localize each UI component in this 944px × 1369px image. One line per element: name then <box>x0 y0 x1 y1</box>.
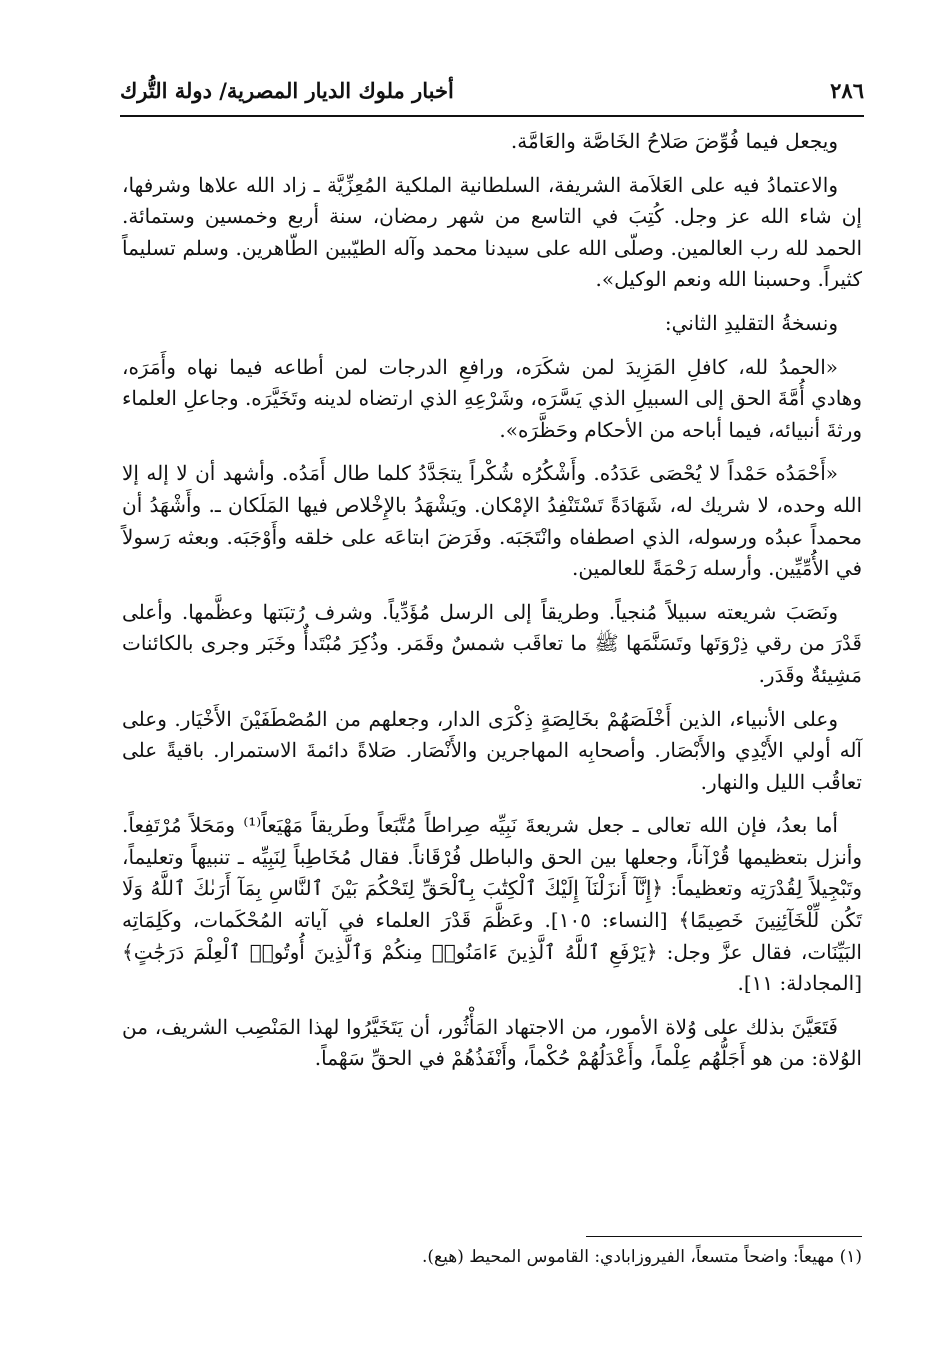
page-number: ٢٨٦ <box>830 77 864 103</box>
page-header <box>120 70 864 110</box>
paragraph: فَتَعَيَّنَ بذلك على وُلاة الأمور، من الاجتهاد المَأْثُور، أن يَتَخَيَّرُوا لهذا المَنْصِب الشريف، من الوُلاة: من هو أَجَلُّهُم عِلْماً، وأَعْدَلُهُمْ حُكْماً، وأَنْفَذُهُمْ في الحقِّ سَهْماً. <box>122 1014 862 1071</box>
page-body <box>122 126 862 1087</box>
paragraph: أما بعدُ، فإن الله تعالى ـ جعل شريعةَ نَبِيِّه صِراطاً مُتَّبَعاً وطَريقاً مَهْيَعاً⁽¹⁾ ومَحَلاً مُرْتَفِعاً. وأنزل بتعظيمها قُرْآناً، وجعلها بين الحق والباطل فُرْقَاناً. فقال مُخَاطِباً لِنَبِيِّه ـ تنبيهاً وتعليماً، وتَبْجِيلاً لِقُدْرَتِه وتعظيماً: ﴿إِنَّآ أَنزَلْنَآ إِلَيْكَ ٱلْكِتَٰبَ بِٱلْحَقِّ لِتَحْكُمَ بَيْنَ ٱلنَّاسِ بِمَآ أَرَىٰكَ ٱللَّهُ وَلَا تَكُن لِّلْخَآئِنِينَ خَصِيمًا﴾ [النساء: ١٠٥]. وعَظَّمَ قَدْرَ العلماء في آياته المُحْكَمات، وكَلِمَاتِه البَيِّنَات، فقال عزَّ وجل: ﴿يَرْفَعِ ٱللَّهُ ٱلَّذِينَ ءَامَنُوا۟ مِنكُمْ وَٱلَّذِينَ أُوتُوا۟ ٱلْعِلْمَ دَرَجَٰتٍ﴾ [المجادلة: ١١]. <box>122 813 863 996</box>
paragraph: ويجعل فيما فُوِّضَ صَلاحُ الخَاصَّة والعَامَّة. <box>510 129 838 153</box>
paragraph: ونسخةُ التقليدِ الثاني: <box>664 310 838 335</box>
header-rule <box>120 115 864 117</box>
paragraph: «أَحْمَدُه حَمْداً لا يُحْصَى عَدَدُه. وأَشْكُرُه شُكْراً يتجَدَّدُ كلما طال أَمَدُه. وأشهد أن لا إله إلا الله وحده، لا شريك له، شَهَادَةً تَسْتَنْفِدُ الإمْكان. ويَشْهَدُ بالإِخْلاص فيها المَلَكان ـ. وأَشْهَدُ أن محمداً عبدُه ورسوله، الذي اصطفاه وانْتَجَبَه. وفَرَضَ ابتاعَه على خلقه وأَوْجَبَه. وبعثه رَسولاً في الأُمِّيِّين. وأرسله رَحْمَةً للعالمين. <box>122 461 862 581</box>
footnote-rule <box>586 1236 862 1237</box>
paragraph: «الحمدُ لله، كافلِ المَزِيدَ لمن شكَرَه، ورافعِ الدرجات لمن أطاعه فيما نهاه وأَمَرَه، وهادي أُمَّةَ الحق إلى السبيلِ الذي يَسَّرَه، وشَرْعِهِ الذي ارتضاه لدينه وتَخَيَّرَه. وجاعلِ العلماء ورثةَ أنبيائه، فيما أباحه من الأحكام وحَظَّرَه». <box>122 354 863 442</box>
running-title: أخبار ملوك الديار المصرية/ دولة التُّرك <box>120 77 454 103</box>
paragraph: والاعتمادُ فيه على العَلاَمة الشريفة، السلطانية الملكية المُعِزِّيَّة ـ زاد الله علاها وشرفها، إن شاء الله عز وجل. كُتِبَ في التاسع من شهر رمضان، سنة أربع وخمسين وستمائة. الحمد لله رب العالمين. وصلّى الله على سيدنا محمد وآله الطيّبين الطّاهرين. وسلم تسليماً كثيراً. وحسبنا الله ونعم الوكيل». <box>122 172 862 292</box>
paragraph: وعلى الأنبياء، الذين أَخْلَصَهُمْ بخَالِصَةٍ ذِكْرَى الدار، وجعلهم من المُصْطَفَيْنَ الأَخْيَار. وعلى آله أولي الأَيْدِي والأَبْصَار. وأصحابِه المهاجرين والأَنْصَار. صَلاةً دائمةَ الاستمرار. باقيةً على تعاقُب الليل والنهار. <box>122 706 862 794</box>
paragraph: ونَصَبَ شريعته سبيلاً مُنجياً. وطريقاً إلى الرسل مُؤَدِّياً. وشرف رُتبَتها وعظَّمها. وأعلى قَدْرَ من رقي ذِرْوَتَها وتَسَنَّمَها ﷺ ما تعاقَب شمسٌ وقَمَر. وذُكِرَ مُبْتَدأٌ وخَبَر وجرى بالكائنات مَشِيئةٌ وقَدَر. <box>122 599 862 687</box>
footnote: (١) مهيعاً: واضحاً متسعاً، الفيروزابادي: القاموس المحيط (هيع). <box>422 1247 862 1267</box>
